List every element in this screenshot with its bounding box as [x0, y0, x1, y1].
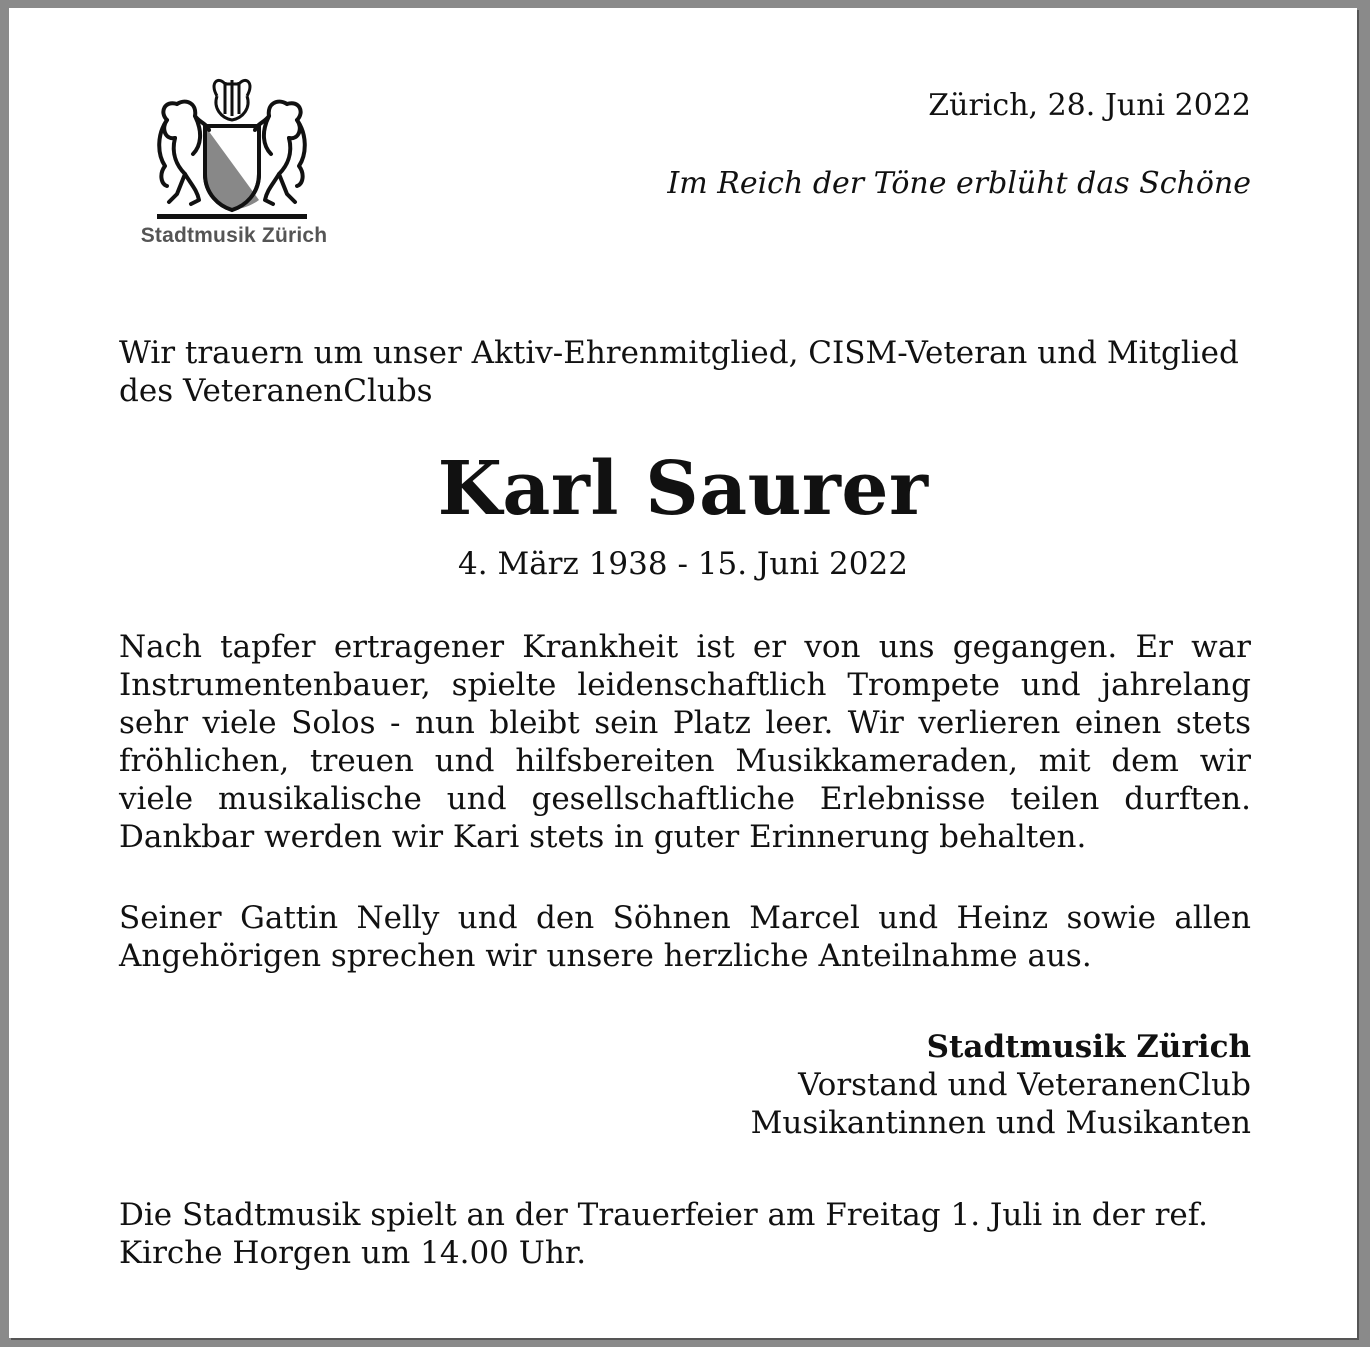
- life-dates: 4. März 1938 - 15. Juni 2022: [458, 546, 908, 582]
- signature-block: [751, 1028, 1251, 1142]
- body-paragraph: Nach tapfer ertragener Krankheit ist er von uns gegangen. Er war Instrumentenbauer, spielte leidenschaftlich Trompete und jahrelang sehr viele Solos - nun bleibt sein Platz leer. Wir verlieren einen stets fröhlichen, treuen und hilfsbereiten Musikkameraden, mit dem wir viele musikalische und gesellschaftliche Erlebnisse teilen durften. Dankbar werden wir Kari stets in guter Erinnerung behalten.: [119, 629, 1251, 855]
- deceased-name: Karl Saurer: [437, 446, 929, 532]
- intro-text: Wir trauern um unser Aktiv-Ehrenmitglied, CISM-Veteran und Mitglied des VeteranenClubs: [119, 335, 1239, 409]
- logo-text: Stadtmusik Zürich: [140, 224, 328, 247]
- signature-line-2: Musikantinnen und Musikanten: [750, 1105, 1251, 1141]
- funeral-notice: Die Stadtmusik spielt an der Trauerfeier am Freitag 1. Juli in der ref. Kirche Horgen um 14.00 Uhr.: [119, 1197, 1208, 1271]
- header-date: Zürich, 28. Juni 2022: [928, 88, 1251, 123]
- logo: [119, 74, 349, 254]
- obituary-page: [9, 8, 1357, 1338]
- condolence-paragraph: Seiner Gattin Nelly und den Söhnen Marcel und Heinz sowie allen Angehörigen sprechen wir unsere herzliche Anteilnahme aus.: [119, 900, 1251, 974]
- header-motto: Im Reich der Töne erblüht das Schöne: [667, 166, 1251, 201]
- signature-line-1: Vorstand und VeteranenClub: [798, 1067, 1251, 1103]
- signature-org: Stadtmusik Zürich: [926, 1029, 1251, 1065]
- zurich-coat-of-arms-icon: [147, 74, 317, 222]
